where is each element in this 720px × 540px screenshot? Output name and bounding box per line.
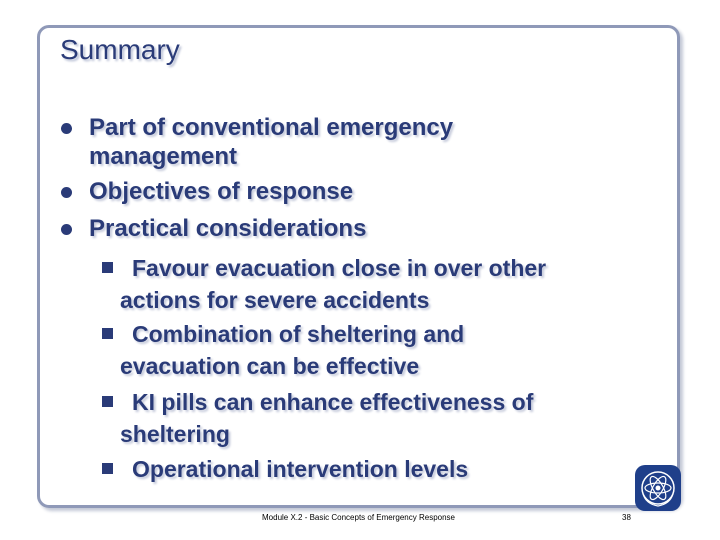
- sub-bullet-square-icon: [102, 328, 113, 339]
- bullet-dot-icon: [61, 123, 72, 134]
- footer-text: Module X.2 - Basic Concepts of Emergency Response: [262, 513, 455, 522]
- bullet-item-continuation: management: [89, 143, 238, 170]
- sub-bullet-square-icon: [102, 396, 113, 407]
- sub-bullet-square-icon: [102, 262, 113, 273]
- sub-bullet-item: Combination of sheltering and: [132, 321, 465, 347]
- sub-bullet-square-icon: [102, 463, 113, 474]
- slide-title: Summary: [60, 34, 180, 65]
- sub-bullet-item: Favour evacuation close in over other: [132, 255, 547, 281]
- bullet-dot-icon: [61, 224, 72, 235]
- sub-bullet-item-continuation: evacuation can be effective: [120, 353, 420, 379]
- sub-bullet-item-continuation: actions for severe accidents: [120, 287, 430, 313]
- iaea-logo-icon: [634, 464, 682, 512]
- sub-bullet-item: Operational intervention levels: [132, 456, 469, 482]
- bullet-item: Objectives of response: [89, 178, 354, 205]
- sub-bullet-item: KI pills can enhance effectiveness of: [132, 389, 534, 415]
- bullet-item: Practical considerations: [89, 215, 367, 242]
- sub-bullet-item-continuation: sheltering: [120, 421, 230, 447]
- bullet-item: Part of conventional emergency: [89, 114, 454, 141]
- page-number: 38: [622, 513, 631, 522]
- bullet-dot-icon: [61, 187, 72, 198]
